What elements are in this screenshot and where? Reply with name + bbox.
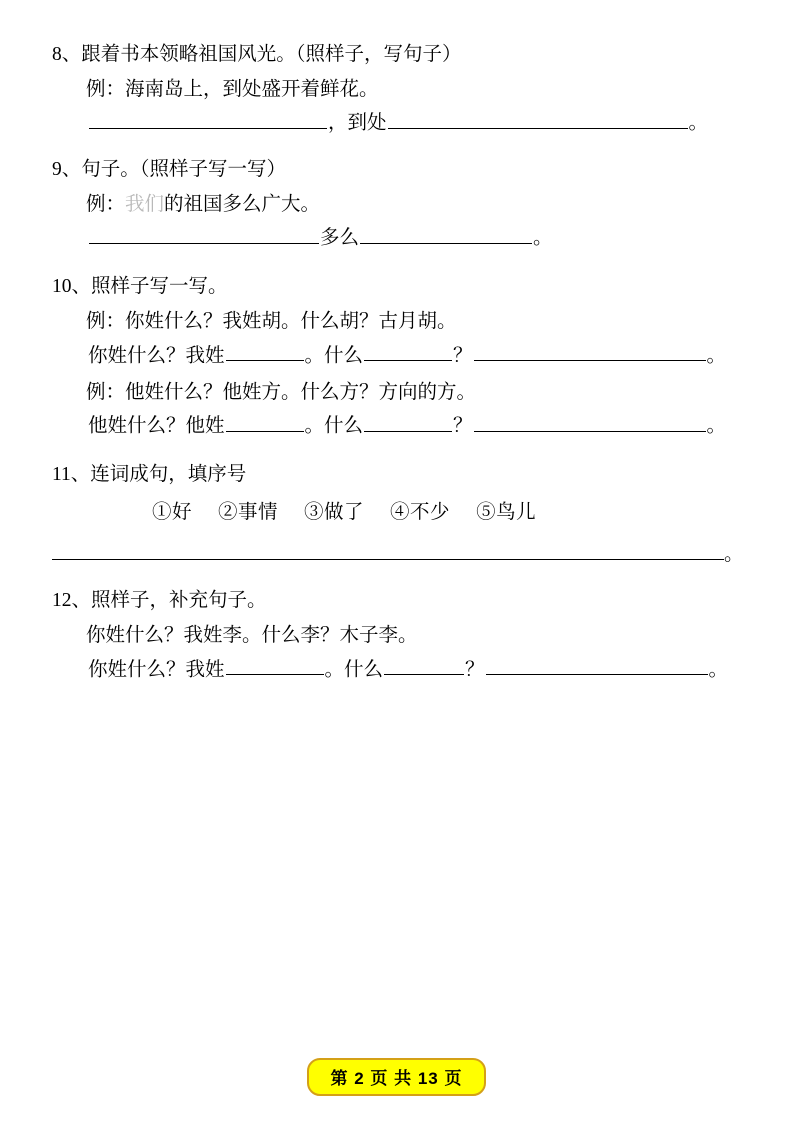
question-9-example-text: 的祖国多么广大。 (164, 194, 321, 216)
question-9-answer-mid: 多么 (320, 227, 360, 249)
spacer-1 (52, 145, 741, 155)
question-11-choices (52, 496, 741, 524)
question-9-example (52, 189, 741, 220)
question-10-blank-5[interactable] (364, 410, 452, 431)
question-8-example (52, 74, 741, 105)
question-12-answer-a: 你姓什么？我姓 (88, 659, 225, 681)
question-9-blank-1[interactable] (89, 222, 319, 243)
question-9-example-label: 例： (86, 194, 126, 216)
question-9 (52, 155, 741, 254)
question-10-example-1-text: 你姓什么？我姓胡。什么胡？古月胡。 (125, 311, 457, 333)
question-11-choice-5: ⑤鸟儿 (476, 502, 537, 524)
spacer-2 (52, 260, 741, 272)
question-10 (52, 272, 741, 442)
question-9-heading (52, 155, 741, 185)
question-10-blank-4[interactable] (226, 410, 304, 431)
question-8-title: 跟着书本领略祖国风光。（照样子，写句子） (81, 44, 462, 65)
question-10-heading (52, 272, 741, 302)
page-number-badge: 第 2 页 共 13 页 (307, 1058, 487, 1096)
question-8-answer-mid: ，到处 (328, 112, 387, 134)
question-11-blank-line[interactable] (52, 539, 724, 560)
question-10-number: 10、 (52, 276, 92, 298)
question-10-example-2-label: 例： (86, 382, 126, 404)
question-12-blank-1[interactable] (226, 654, 324, 675)
question-10-blank-3[interactable] (474, 340, 706, 361)
question-10-answer-1b: 。什么 (304, 345, 364, 366)
question-10-example-2 (52, 377, 741, 408)
question-9-blank-2[interactable] (360, 222, 532, 243)
question-12-blank-3[interactable] (486, 654, 708, 675)
question-12-example-text: 你姓什么？我姓李。什么李？木子李。 (86, 625, 418, 647)
question-10-answer-2-end: 。 (706, 415, 727, 437)
question-12-answer-row (52, 654, 741, 686)
question-10-answer-1-end: 。 (706, 345, 727, 366)
question-10-blank-1[interactable] (226, 340, 304, 361)
question-8-heading (52, 40, 741, 70)
question-8-blank-1[interactable] (89, 107, 327, 128)
question-9-answer-suffix: 。 (533, 227, 553, 249)
question-12-answer-b: 。什么 (324, 659, 384, 681)
question-10-answer-2b: 。什么 (304, 415, 364, 437)
question-12-heading (52, 586, 741, 616)
question-10-example-1-label: 例： (86, 311, 126, 333)
question-9-example-faded: 我们 (125, 194, 165, 216)
question-11-answer-row (52, 538, 744, 566)
question-9-answer-row (52, 222, 741, 254)
question-8-blank-2[interactable] (388, 107, 688, 128)
question-8-number: 8、 (52, 44, 82, 65)
question-12 (52, 586, 741, 685)
question-12-blank-2[interactable] (384, 654, 464, 675)
question-9-title: 句子。（照样子写一写） (81, 159, 287, 181)
question-10-title: 照样子写一写。 (91, 276, 228, 298)
question-10-example-2-text: 他姓什么？他姓方。什么方？方向的方。 (125, 382, 477, 404)
question-10-blank-6[interactable] (474, 410, 706, 431)
question-12-answer-c: ？ (465, 659, 485, 681)
question-8-answer-suffix: 。 (688, 112, 709, 134)
question-10-answer-1a: 你姓什么？我姓 (88, 345, 225, 366)
question-12-number: 12、 (52, 590, 92, 612)
question-11-choice-4: ④不少 (390, 502, 451, 524)
question-11-heading (52, 460, 741, 490)
question-10-answer-row-2 (52, 410, 741, 442)
question-12-answer-end: 。 (708, 659, 729, 681)
question-8-example-label: 例： (86, 79, 126, 101)
question-12-example (52, 620, 741, 651)
question-9-number: 9、 (52, 159, 82, 181)
question-11-choice-1: ①好 (152, 502, 193, 524)
question-10-answer-row-1 (52, 340, 741, 372)
question-10-blank-2[interactable] (364, 340, 452, 361)
spacer-4 (52, 570, 741, 586)
question-8 (52, 40, 741, 139)
question-8-example-text: 海南岛上，到处盛开着鲜花。 (125, 79, 379, 101)
question-10-answer-1c: ？ (453, 345, 473, 366)
question-11-choice-3: ③做了 (304, 502, 365, 524)
question-10-answer-2c: ？ (453, 415, 473, 437)
question-10-example-1 (52, 306, 741, 337)
question-11-title: 连词成句，填序号 (90, 464, 247, 486)
page-footer (0, 1058, 793, 1096)
question-8-answer-row (52, 107, 741, 139)
question-11 (52, 460, 744, 566)
question-12-title: 照样子，补充句子。 (91, 590, 267, 612)
question-11-number: 11、 (52, 464, 91, 486)
spacer-3 (52, 448, 741, 460)
question-11-choice-2: ②事情 (218, 502, 279, 524)
question-11-answer-suffix: 。 (724, 544, 744, 566)
question-10-answer-2a: 他姓什么？他姓 (88, 415, 225, 437)
